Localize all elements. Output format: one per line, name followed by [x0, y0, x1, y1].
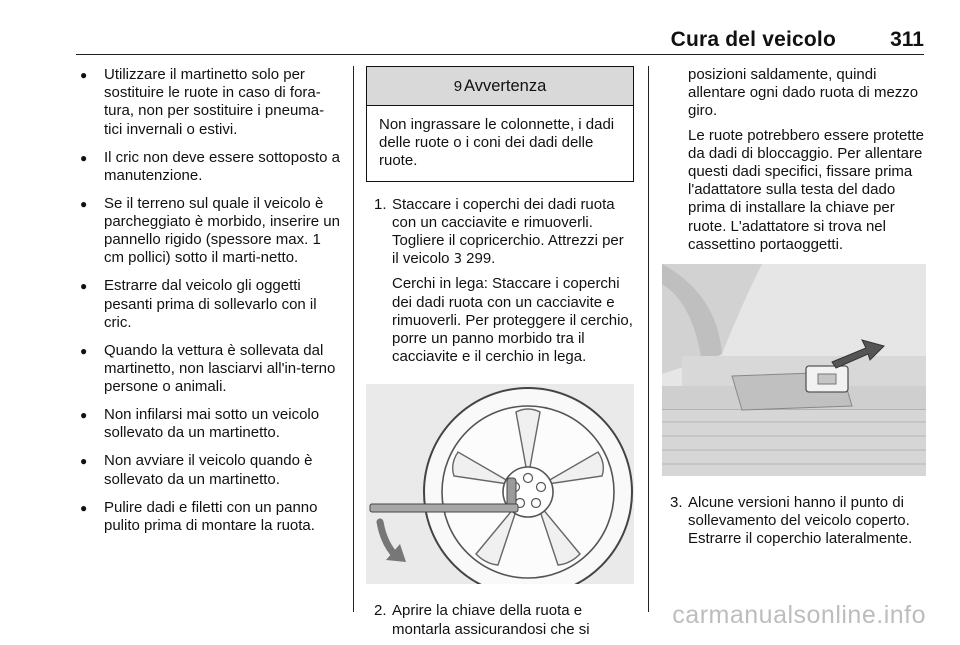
page-reference-icon: 3	[453, 252, 462, 268]
list-item: ● Se il terreno sul quale il veicolo è parcheggiato è morbido, inserire un pannello rigido (spessore max. 1 cm pollici) sotto il marti-netto.	[76, 195, 340, 268]
jacking-point-illustration	[662, 264, 926, 476]
step-number: 2.	[374, 602, 387, 620]
middle-column	[366, 66, 634, 645]
warning-header	[367, 67, 633, 106]
header-rule	[76, 54, 924, 55]
warning-box	[366, 66, 634, 182]
safety-bullet-list	[76, 66, 340, 535]
step-text	[392, 196, 634, 270]
list-item: ● Non avviare il veicolo quando è sollevato da un martinetto.	[76, 452, 340, 488]
chapter-title: Cura del veicolo	[670, 28, 836, 51]
step-number: 1.	[374, 195, 387, 213]
left-column	[76, 66, 340, 545]
step-1	[366, 196, 634, 367]
list-item: ● Estrarre dal veicolo gli oggetti pesanti prima di sollevarlo con il cric.	[76, 277, 340, 332]
step-text-alloy: Cerchi in lega: Staccare i coperchi dei dadi ruota con un cacciavite e rimuoverli. Per proteggere il cerchio, porre un panno morbido tra il cacciavite e il cerchio in lega.	[392, 275, 633, 366]
wheel-wrench-illustration	[366, 384, 634, 584]
warning-title: Avvertenza	[464, 77, 547, 95]
step-text: Alcune versioni hanno il punto di sollevamento del veicolo coperto. Estrarre il coperchio lateralmente.	[688, 494, 913, 548]
locking-nut-note: Le ruote potrebbero essere protette da dadi di bloccaggio. Per allentare questi dadi specifici, fissare prima l'adattatore sulla testa del dado prima di installare la chiave per ruote. L'adattatore si trova nel cassettino portaoggetti.	[688, 126, 924, 253]
column-divider-1	[353, 66, 354, 612]
watermark: carmanualsonline.info	[672, 601, 926, 629]
right-column	[662, 66, 926, 555]
step-continuation: posizioni saldamente, quindi allentare ogni dado ruota di mezzo giro.	[688, 66, 919, 120]
list-item: ● Utilizzare il martinetto solo per sostituire le ruote in caso di fora-tura, non per sostituire i pneuma-tici invernali o estivi.	[76, 66, 340, 139]
page-reference: 299.	[461, 250, 496, 268]
list-item: ● Il cric non deve essere sottoposto a manutenzione.	[76, 149, 340, 185]
list-item: ● Pulire dadi e filetti con un panno pulito prima di montare la ruota.	[76, 499, 340, 535]
list-item: ● Non infilarsi mai sotto un veicolo sollevato da un martinetto.	[76, 406, 340, 442]
step-text-main: Staccare i coperchi dei dadi ruota con un cacciavite e rimuoverli. Togliere il copricerchio. Attrezzi per il veicolo	[392, 195, 624, 268]
warning-icon: 9	[453, 78, 463, 95]
step-3	[662, 494, 926, 549]
step-2	[366, 602, 634, 638]
page-number: 311	[890, 28, 924, 51]
list-item: ● Quando la vettura è sollevata dal martinetto, non lasciarvi all'in-terno persone o animali.	[76, 342, 340, 397]
step-text: Aprire la chiave della ruota e montarla assicurandosi che si	[392, 602, 590, 638]
warning-text: Non ingrassare le colonnette, i dadi delle ruote o i coni dei dadi delle ruote.	[379, 116, 615, 170]
step-number: 3.	[670, 494, 683, 512]
column-divider-2	[648, 66, 649, 612]
